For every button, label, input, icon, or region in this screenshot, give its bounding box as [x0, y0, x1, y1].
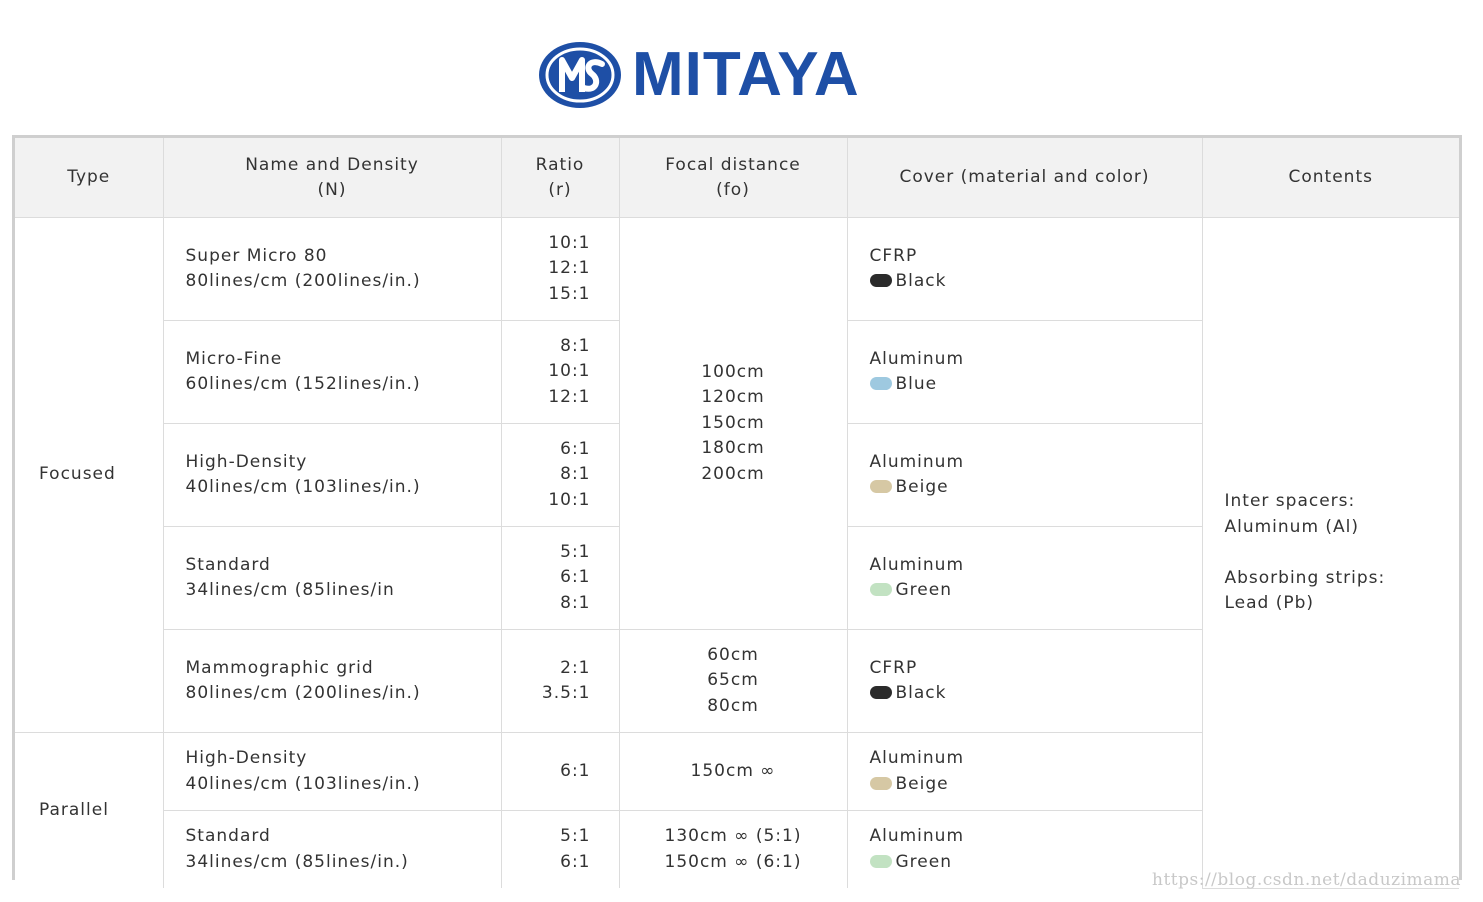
- grid-name: Super Micro 80: [185, 245, 328, 266]
- name-density-cell: Mammographic grid 80lines/cm (200lines/in.): [163, 630, 501, 733]
- mitaya-emblem-icon: [538, 40, 622, 110]
- grid-spec-table: [12, 135, 1462, 880]
- color-swatch-icon: [870, 377, 892, 390]
- header-type: Type: [15, 138, 163, 218]
- name-density-cell: Micro-Fine 60lines/cm (152lines/in.): [163, 321, 501, 424]
- focal-distance-cell: 130cm ∞ (5:1) 150cm ∞ (6:1): [619, 811, 847, 889]
- header-focal-distance: Focal distance (fo): [619, 138, 847, 218]
- ratio-cell: 8:1 10:1 12:1: [501, 321, 619, 424]
- name-density-cell: Standard 34lines/cm (85lines/in.): [163, 811, 501, 889]
- cover-cell: CFRP Black: [847, 630, 1202, 733]
- cover-cell: Aluminum Blue: [847, 321, 1202, 424]
- focal-distance-cell: 60cm 65cm 80cm: [619, 630, 847, 733]
- watermark: https://blog.csdn.net/daduzimama: [1152, 870, 1462, 890]
- cover-cell: Aluminum Beige: [847, 424, 1202, 527]
- type-focused: Focused: [15, 218, 163, 733]
- contents-cell: Inter spacers: Aluminum (Al) Absorbing strips: Lead (Pb): [1202, 218, 1459, 889]
- ratio-cell: 10:1 12:1 15:1: [501, 218, 619, 321]
- type-parallel: Parallel: [15, 733, 163, 889]
- cover-material: CFRP: [869, 245, 918, 266]
- color-swatch-icon: [870, 274, 892, 287]
- ratio-cell: 6:1 8:1 10:1: [501, 424, 619, 527]
- cover-cell: Aluminum Green: [847, 811, 1202, 889]
- name-density-cell: High-Density 40lines/cm (103lines/in.): [163, 733, 501, 811]
- ratio-cell: 2:1 3.5:1: [501, 630, 619, 733]
- color-swatch-icon: [870, 686, 892, 699]
- name-density-cell: [163, 218, 501, 321]
- table-header-row: [15, 138, 1459, 218]
- ratio-cell: 6:1: [501, 733, 619, 811]
- focal-distance-cell: 150cm ∞: [619, 733, 847, 811]
- color-swatch-icon: [870, 855, 892, 868]
- cover-cell: Aluminum Beige: [847, 733, 1202, 811]
- mitaya-logo: [538, 40, 860, 110]
- header-name-density: Name and Density (N): [163, 138, 501, 218]
- color-swatch-icon: [870, 777, 892, 790]
- focal-distance-focused: 100cm 120cm 150cm 180cm 200cm: [619, 218, 847, 630]
- ratio-cell: 5:1 6:1 8:1: [501, 527, 619, 630]
- name-density-cell: Standard 34lines/cm (85lines/in: [163, 527, 501, 630]
- header-ratio: Ratio (r): [501, 138, 619, 218]
- color-swatch-icon: [870, 480, 892, 493]
- cover-cell: [847, 218, 1202, 321]
- logo-wordmark: MITAYA: [632, 40, 860, 109]
- grid-density: 80lines/cm (200lines/in.): [185, 271, 421, 291]
- table-row: [15, 218, 1459, 321]
- header-contents: Contents: [1202, 138, 1459, 218]
- cover-color: Black: [895, 271, 947, 291]
- color-swatch-icon: [870, 583, 892, 596]
- ratio-cell: 5:1 6:1: [501, 811, 619, 889]
- cover-cell: Aluminum Green: [847, 527, 1202, 630]
- name-density-cell: High-Density 40lines/cm (103lines/in.): [163, 424, 501, 527]
- header-cover: Cover (material and color): [847, 138, 1202, 218]
